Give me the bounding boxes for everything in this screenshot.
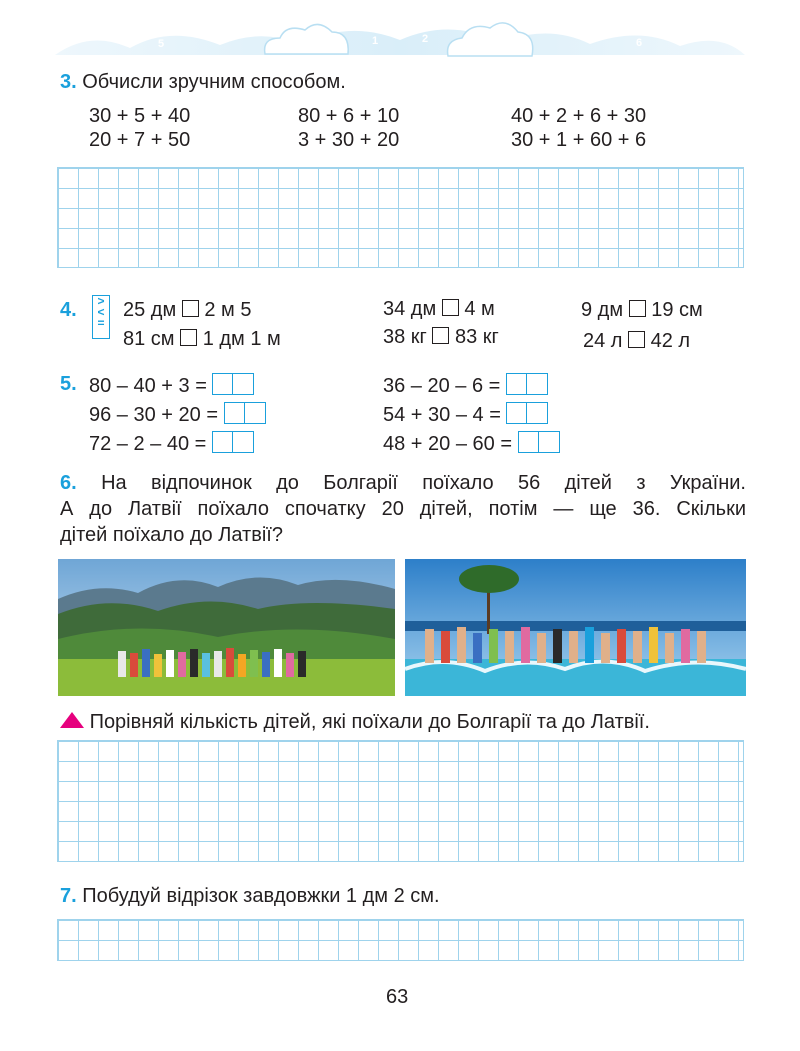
task7-title [60, 884, 440, 908]
compare-box[interactable] [432, 327, 449, 344]
header-clouds [50, 10, 750, 65]
task3-instruction: Обчисли зручним способом. [82, 71, 346, 93]
task6-extra [60, 710, 650, 734]
header-digit: 4 [568, 28, 575, 40]
compare-left: 34 дм [383, 298, 437, 320]
task6-line: На відпочинок до Болгарії поїхало 56 дітей з України. [101, 472, 746, 494]
compare-box[interactable] [628, 331, 645, 348]
compare-row [383, 297, 495, 321]
expression: 80 – 40 + 3 = [89, 375, 207, 397]
answer-box[interactable] [224, 402, 266, 424]
task6-line: дітей поїхало до Латвії? [60, 524, 283, 546]
photo-mountains [58, 559, 395, 696]
header-digit: 0 [396, 20, 403, 32]
header-digit: 2 [422, 33, 429, 45]
answer-grid-task7[interactable] [57, 919, 744, 961]
expression: 48 + 20 – 60 = [383, 433, 513, 455]
task3-col2 [298, 104, 399, 152]
task5-number: 5. [60, 373, 77, 395]
task6-line: А до Латвії поїхало спочатку 20 дітей, потім — ще 36. Скільки [60, 498, 746, 520]
compare-signs-icon [92, 295, 110, 339]
compare-right: 1 дм 1 м [202, 328, 281, 350]
expression: 96 – 30 + 20 = [89, 404, 219, 426]
compare-row [123, 298, 251, 322]
task6-number: 6. [60, 472, 77, 494]
header-digit: 6 [636, 37, 643, 49]
triangle-icon [60, 712, 84, 728]
compare-box[interactable] [629, 300, 646, 317]
task5-left [89, 372, 266, 459]
compare-right: 2 м 5 [204, 299, 252, 321]
compare-row [583, 329, 690, 353]
compare-left: 81 см [123, 328, 175, 350]
expression: 3 + 30 + 20 [298, 129, 400, 151]
compare-box[interactable] [182, 300, 199, 317]
sign-greater: > [97, 294, 105, 308]
photo-pool [405, 559, 746, 696]
compare-right: 83 кг [454, 326, 499, 348]
answer-grid-task3[interactable] [57, 167, 744, 268]
answer-box[interactable] [212, 431, 254, 453]
task6-text [60, 470, 746, 548]
task4-number: 4. [60, 299, 77, 321]
answer-box[interactable] [506, 402, 548, 424]
expression: 72 – 2 – 40 = [89, 433, 207, 455]
expression: 36 – 20 – 6 = [383, 375, 501, 397]
task6-extra-text: Порівняй кількість дітей, які поїхали до Болгарії та до Латвії. [89, 711, 650, 733]
compare-right: 42 л [650, 330, 691, 352]
compare-right: 4 м [464, 298, 495, 320]
compare-right: 19 см [651, 299, 703, 321]
expression: 30 + 5 + 40 [89, 105, 191, 127]
sign-equal: = [97, 316, 105, 330]
compare-row [123, 327, 281, 351]
task5-right [383, 372, 560, 459]
header-digit: 1 [372, 35, 379, 47]
expression: 30 + 1 + 60 + 6 [511, 129, 647, 151]
compare-box[interactable] [442, 299, 459, 316]
answer-box[interactable] [518, 431, 560, 453]
task7-number: 7. [60, 885, 77, 907]
compare-left: 24 л [583, 330, 623, 352]
header-digit: 8 [696, 28, 703, 40]
expression: 20 + 7 + 50 [89, 129, 191, 151]
answer-box[interactable] [212, 373, 254, 395]
task3-number: 3. [60, 71, 77, 93]
page-number: 63 [386, 986, 409, 1008]
compare-box[interactable] [180, 329, 197, 346]
header-digit: 7 [108, 26, 115, 38]
header-digit: 3 [222, 28, 229, 40]
task3-col1 [89, 104, 190, 152]
task3-title [60, 70, 346, 94]
compare-row [383, 325, 499, 349]
answer-box[interactable] [506, 373, 548, 395]
expression: 54 + 30 – 4 = [383, 404, 501, 426]
header-digit: 5 [158, 38, 165, 50]
sign-less: < [97, 305, 105, 319]
task3-col3 [511, 104, 646, 152]
answer-grid-task6[interactable] [57, 740, 744, 862]
expression: 40 + 2 + 6 + 30 [511, 105, 647, 127]
compare-left: 38 кг [383, 326, 427, 348]
compare-left: 25 дм [123, 299, 177, 321]
task7-instruction: Побудуй відрізок завдовжки 1 дм 2 см. [82, 885, 440, 907]
compare-left: 9 дм [581, 299, 624, 321]
compare-row [581, 298, 703, 322]
expression: 80 + 6 + 10 [298, 105, 400, 127]
